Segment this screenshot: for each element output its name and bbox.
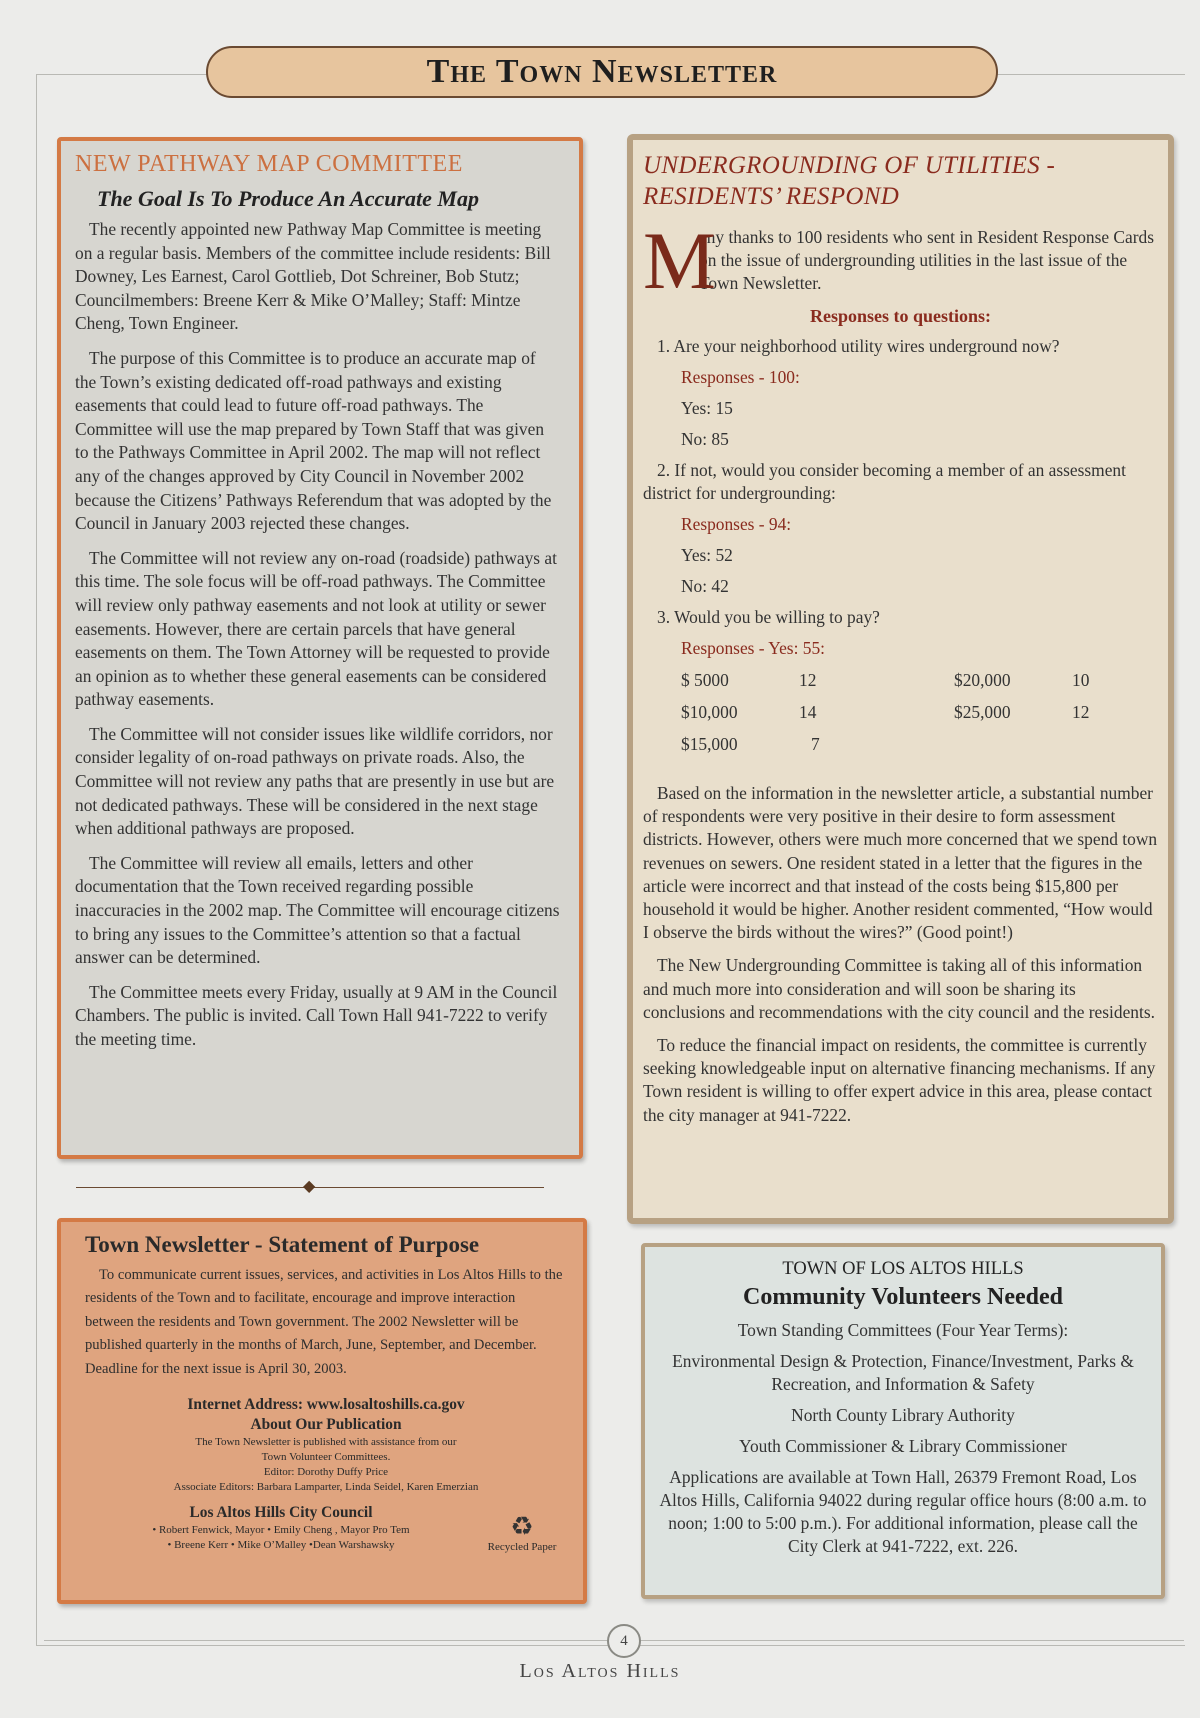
volunteers-town: TOWN OF LOS ALTOS HILLS [782,1259,1024,1279]
diamond-icon: ◆ [303,1178,316,1195]
pathway-paragraph: The purpose of this Committee is to produce an accurate map of the Town’s existing dedicated off-road pathways and existing easements that could lead to future off-road pathways. The Committee will use the map prepared by Town Staff that was given to the Pathways Committee in April 2002. The map will not reflect any of the changes approved by City Council in November 2002 because the Citizens’ Pathways Referendum that was adopted by the Council in January 2003 rejected these changes. [75,347,552,534]
utilities-article [627,134,1174,1224]
drop-cap: M [643,215,716,306]
page-number: 4 [607,1624,641,1658]
volunteers-line: Environmental Design & Protection, Finance/Investment, Parks & Recreation, and Information & Safety [672,1351,1134,1394]
pathway-title: NEW PATHWAY MAP COMMITTEE [75,151,463,177]
volunteers-title: Community Volunteers Needed [742,1284,1063,1310]
volunteers-line: Town Standing Committees (Four Year Terms): [737,1320,1069,1340]
council-members: • Breene Kerr • Mike O’Malley •Dean Warshawsky [167,1539,395,1552]
question-1-responses: Responses - 100: [681,367,800,387]
pathway-paragraph: The Committee will not consider issues like wildlife corridors, nor consider legality of on-road pathways on private roads. Also, the Committee will not review any paths that are presently in use but are not dedicated pathways. These will be considered in the next stage when additional pathways are proposed. [75,723,555,839]
responses-title: Responses to questions: [809,306,992,326]
cost-count: 14 [799,702,817,722]
question-2: 2. If not, would you consider becoming a member of an assessment district for undergrounding: [643,460,1126,503]
pathway-article [57,137,583,1159]
associate-editors-line: Associate Editors: Barbara Lamparter, Linda Seidel, Karen Emerzian [173,1481,479,1494]
cost-count: 7 [811,734,820,754]
question-3: 3. Would you be willing to pay? [657,607,880,627]
pathway-paragraph: The recently appointed new Pathway Map Committee is meeting on a regular basis. Members of the committee include residents: Bill Downey, Les Earnest, Carol Gottlieb, Dot Schreiner, Bob Stutz; Councilmembers: Breene Kerr & Mike O’Malley; Staff: Mintze Cheng, Town Engineer. [75,219,551,334]
pathway-paragraph: The Committee meets every Friday, usually at 9 AM in the Council Chambers. The public is invited. Call Town Hall 941-7222 to verify the meeting time. [75,981,558,1049]
cost-amount: $10,000 [681,702,738,722]
cost-count: 12 [1072,702,1090,722]
about-title: About Our Publication [250,1416,402,1434]
utilities-title-line2: RESIDENTS’ RESPOND [643,183,900,210]
utilities-paragraph: To reduce the financial impact on residents, the committee is currently seeking knowledgeable input on alternative financing mechanisms. If any Town resident is willing to offer expert advice in this area, please contact the city manager at 941-7222. [643,1035,1156,1125]
about-line: The Town Newsletter is published with assistance from our [195,1436,457,1449]
internet-address: Internet Address: www.losaltoshills.ca.gov [187,1396,465,1414]
cost-amount: $20,000 [954,670,1011,690]
cost-table [681,668,1158,764]
pathway-paragraph: The Committee will review all emails, letters and other documentation that the Town received regarding possible inaccuracies in the 2002 map. The Committee will encourage citizens to bring any issues to the Committee’s attention so that a factual answer can be determined. [75,852,560,968]
utilities-paragraph: Based on the information in the newsletter article, a substantial number of respondents were very positive in their desire to form assessment districts. However, others were much more concerned that we spend town revenues on sewers. One resident stated in a letter that the figures in the article were incorrect and that instead of the costs being $15,800 per household it would be higher. Another resident commented, “How would I observe the birds without the wires?” (Good point!) [643,783,1158,943]
purpose-text: To communicate current issues, services, and activities in Los Altos Hills to the residents of the Town and to facilitate, encourage and improve interaction between the residents and Town government. The 2002 Newsletter will be published quarterly in the months of March, June, September, and December. Deadline for the next issue is April 30, 2003. [85,1267,563,1377]
about-line: Town Volunteer Committees. [261,1451,391,1464]
recycled-label: Recycled Paper [487,1541,557,1554]
utilities-paragraph: The New Undergrounding Committee is taking all of this information and much more into consideration and will soon be sharing its conclusions and recommendations with the city council and the residents. [643,955,1155,1022]
question-1: 1. Are your neighborhood utility wires underground now? [657,336,1060,356]
question-1-yes: Yes: 15 [681,398,733,418]
cost-count: 12 [799,670,817,690]
pathway-subtitle: The Goal Is To Produce An Accurate Map [97,186,479,211]
recycled-badge [477,1513,567,1553]
editor-line: Editor: Dorothy Duffy Price [263,1466,389,1479]
volunteers-line: Youth Commissioner & Library Commissioner [739,1436,1067,1456]
newsletter-banner: The Town Newsletter [206,46,998,98]
pathway-paragraph: The Committee will not review any on-road (roadside) pathways at this time. The sole focus will be off-road pathways. The Committee will review only pathway easements and not look at utility or sewer easements. However, there are certain parcels that have general easements on them. The Town Attorney will be requested to provide an opinion as to whether these general easements can be considered pathway easements. [75,547,557,710]
volunteers-box [641,1243,1165,1599]
question-2-yes: Yes: 52 [681,545,733,565]
council-members: • Robert Fenwick, Mayor • Emily Cheng , Mayor Pro Tem [152,1524,410,1537]
footer-name: Los Altos Hills [519,1660,681,1682]
council-title: Los Altos Hills City Council [189,1504,373,1522]
utilities-title [643,150,1158,212]
utilities-title-line1: UNDERGROUNDING OF UTILITIES - [643,152,1056,179]
cost-amount: $ 5000 [681,670,729,690]
volunteers-line: Applications are available at Town Hall, 26379 Fremont Road, Los Altos Hills, California 94022 during regular office hours (8:00 a.m. to noon; 1:00 to 5:00 p.m.). For additional information, please call the City Clerk at 941-7222, ext. 226. [659,1467,1147,1556]
utilities-intro-text: any thanks to 100 residents who sent in Resident Response Cards on the issue of undergrounding utilities in the last issue of the Town Newsletter. [699,227,1155,293]
question-3-responses: Responses - Yes: 55: [681,638,825,658]
purpose-box [57,1218,587,1604]
cost-amount: $15,000 [681,734,738,754]
recycle-icon: ♻ [510,1512,534,1542]
utilities-intro [643,215,1158,306]
cost-amount: $25,000 [954,702,1011,722]
purpose-title: Town Newsletter - Statement of Purpose [85,1232,480,1257]
council-block [85,1503,567,1553]
question-2-responses: Responses - 94: [681,514,792,534]
cost-count: 10 [1072,670,1090,690]
question-2-no: No: 42 [681,576,729,596]
question-1-no: No: 85 [681,429,729,449]
volunteers-line: North County Library Authority [791,1405,1015,1425]
